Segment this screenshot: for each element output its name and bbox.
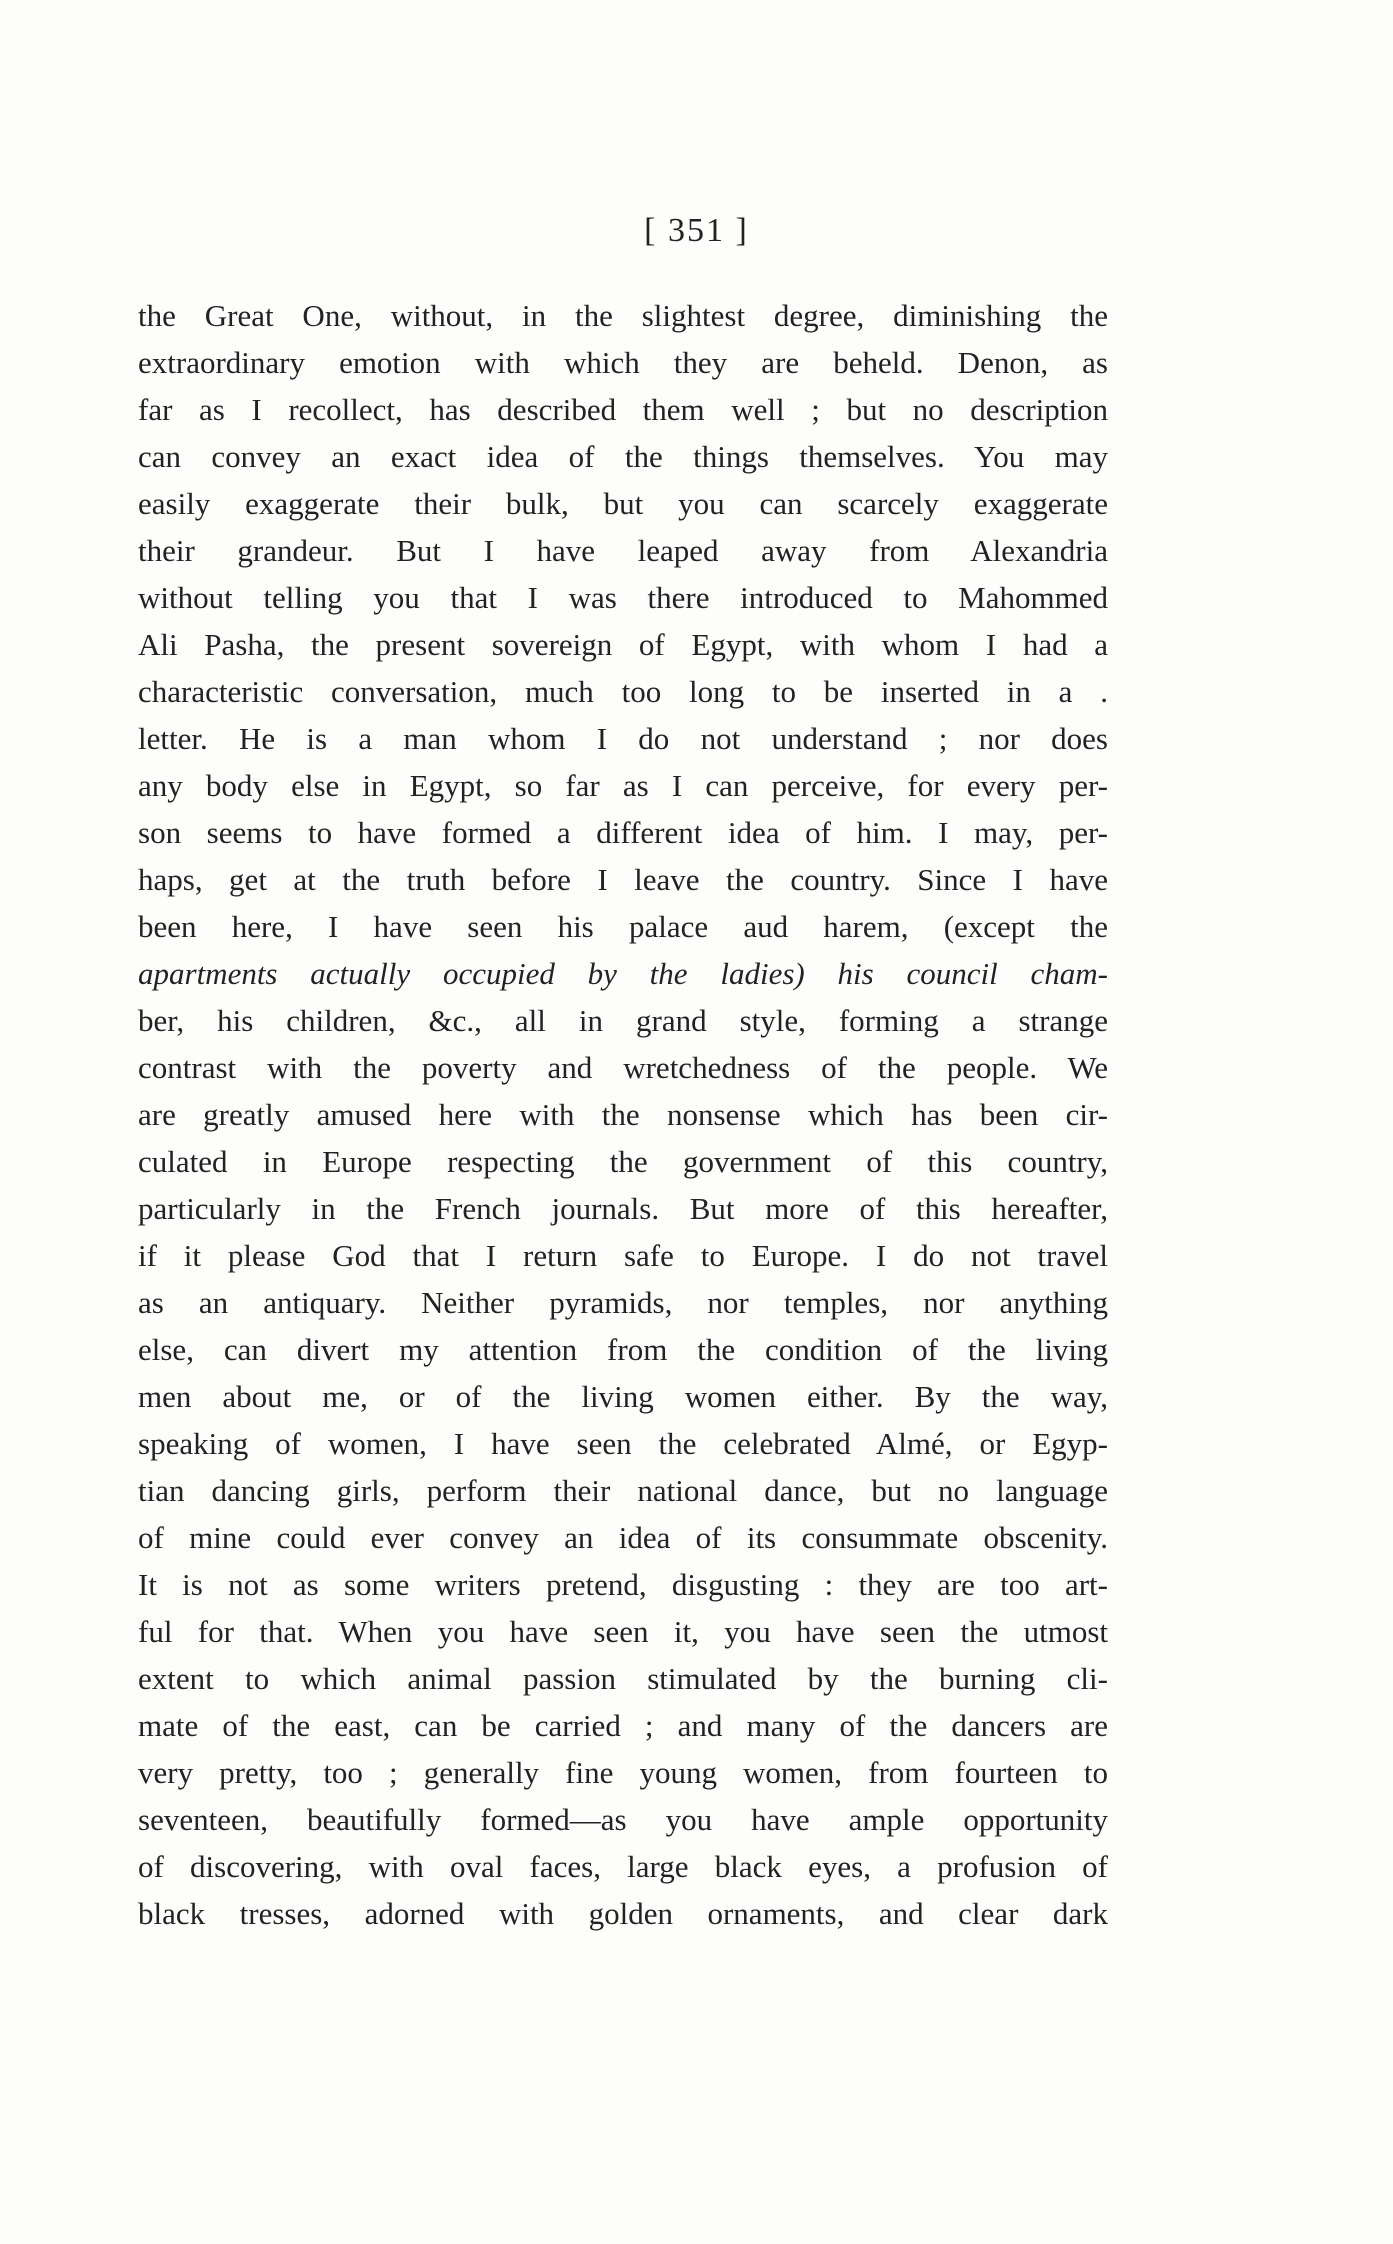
text-line: men about me, or of the living women either. By the way, bbox=[138, 1379, 1108, 1414]
text-line: extraordinary emotion with which they are beheld. Denon, as bbox=[138, 345, 1108, 380]
text-line: haps, get at the truth before I leave the country. Since I have bbox=[138, 862, 1108, 897]
text-line: of discovering, with oval faces, large black eyes, a profusion of bbox=[138, 1849, 1108, 1884]
text-line: culated in Europe respecting the government of this country, bbox=[138, 1144, 1108, 1179]
text-line: ful for that. When you have seen it, you have seen the utmost bbox=[138, 1614, 1108, 1649]
text-line: as an antiquary. Neither pyramids, nor temples, nor anything bbox=[138, 1285, 1108, 1320]
text-line: the Great One, without, in the slightest degree, diminishing the bbox=[138, 298, 1108, 333]
text-line: any body else in Egypt, so far as I can perceive, for every per- bbox=[138, 768, 1108, 803]
page-number: [ 351 ] bbox=[644, 212, 749, 249]
text-line: extent to which animal passion stimulated by the burning cli- bbox=[138, 1661, 1108, 1696]
text-line: been here, I have seen his palace aud harem, (except the bbox=[138, 909, 1108, 944]
text-line: far as I recollect, has described them well ; but no description bbox=[138, 392, 1108, 427]
text-line: mate of the east, can be carried ; and many of the dancers are bbox=[138, 1708, 1108, 1743]
text-line: if it please God that I return safe to Europe. I do not travel bbox=[138, 1238, 1108, 1273]
text-line: seventeen, beautifully formed—as you have ample opportunity bbox=[138, 1802, 1108, 1837]
italic-text: apartments actually occupied by the ladies) his council cham- bbox=[138, 956, 1108, 991]
text-line: their grandeur. But I have leaped away from Alexandria bbox=[138, 533, 1108, 568]
text-line: of mine could ever convey an idea of its consummate obscenity. bbox=[138, 1520, 1108, 1555]
text-line: contrast with the poverty and wretchedness of the people. We bbox=[138, 1050, 1108, 1085]
text-line: It is not as some writers pretend, disgusting : they are too art- bbox=[138, 1567, 1108, 1602]
text-line: characteristic conversation, much too long to be inserted in a . bbox=[138, 674, 1108, 709]
text-line: Ali Pasha, the present sovereign of Egypt, with whom I had a bbox=[138, 627, 1108, 662]
text-line: ber, his children, &c., all in grand style, forming a strange bbox=[138, 1003, 1108, 1038]
text-line-italic bbox=[138, 950, 1108, 997]
text-line: particularly in the French journals. But more of this hereafter, bbox=[138, 1191, 1108, 1226]
text-line: are greatly amused here with the nonsense which has been cir- bbox=[138, 1097, 1108, 1132]
text-line: easily exaggerate their bulk, but you can scarcely exaggerate bbox=[138, 486, 1108, 521]
text-line: can convey an exact idea of the things themselves. You may bbox=[138, 439, 1108, 474]
text-line: else, can divert my attention from the condition of the living bbox=[138, 1332, 1108, 1367]
text-line: very pretty, too ; generally fine young women, from fourteen to bbox=[138, 1755, 1108, 1790]
text-line: tian dancing girls, perform their national dance, but no language bbox=[138, 1473, 1108, 1508]
body-text bbox=[138, 292, 1108, 1937]
text-line: son seems to have formed a different idea of him. I may, per- bbox=[138, 815, 1108, 850]
text-line: without telling you that I was there introduced to Mahommed bbox=[138, 580, 1108, 615]
text-line: black tresses, adorned with golden ornaments, and clear dark bbox=[138, 1896, 1108, 1931]
text-line: speaking of women, I have seen the celebrated Almé, or Egyp- bbox=[138, 1426, 1108, 1461]
text-line: letter. He is a man whom I do not understand ; nor does bbox=[138, 721, 1108, 756]
